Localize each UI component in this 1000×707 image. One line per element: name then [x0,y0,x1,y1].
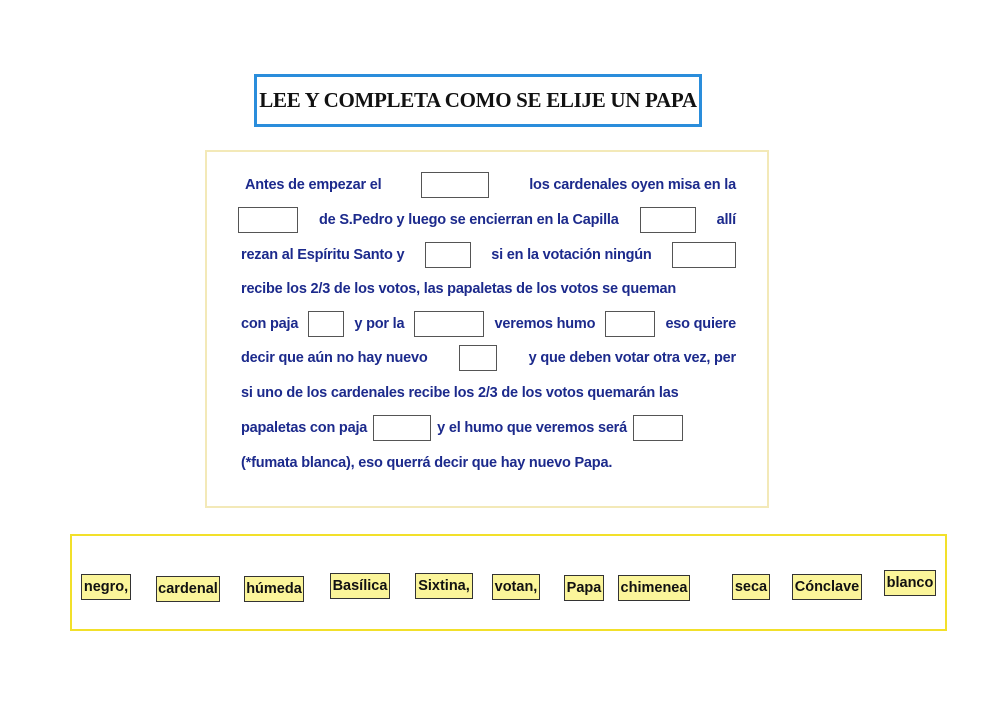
word-chip-humeda[interactable]: húmeda [244,576,304,602]
passage-line [241,274,736,304]
blank-drop-zone[interactable] [308,311,344,337]
passage-text: con paja [241,316,299,332]
passage-text: papaletas con paja [241,420,368,436]
word-chip-basilica[interactable]: Basílica [330,573,390,599]
word-chip-sixtina[interactable]: Sixtina, [415,573,473,599]
blank-drop-zone[interactable] [640,207,696,233]
word-chip-chimenea[interactable]: chimenea [618,575,690,601]
page-title: LEE Y COMPLETA COMO SE ELIJE UN PAPA [259,88,697,112]
passage-line [245,170,736,200]
blank-drop-zone[interactable] [414,311,484,337]
passage-text: eso quiere [665,316,736,332]
blank-drop-zone[interactable] [459,345,497,371]
blank-drop-zone[interactable] [605,311,655,337]
title-box [254,74,702,127]
passage-text: los cardenales oyen misa en la [529,177,736,193]
passage-line [241,240,736,270]
word-chip-seca[interactable]: seca [732,574,770,600]
passage-text: de S.Pedro y luego se encierran en la Capilla [318,212,619,228]
passage-text: y por la [354,316,405,332]
blank-drop-zone[interactable] [425,242,471,268]
word-bank [70,534,947,631]
passage-text: Antes de empezar el [245,177,382,193]
passage-text: y el humo que veremos será [437,420,627,436]
passage-card [205,150,769,508]
passage-text: (*fumata blanca), eso querrá decir que hay nuevo Papa. [241,455,613,471]
passage-line [241,343,736,373]
word-chip-conclave[interactable]: Cónclave [792,574,862,600]
passage-text: rezan al Espíritu Santo y [241,247,405,263]
passage-text: allí [716,212,736,228]
passage-line [241,448,736,478]
blank-drop-zone[interactable] [238,207,298,233]
word-chip-votan[interactable]: votan, [492,574,540,600]
passage-text: si en la votación ningún [491,247,652,263]
passage-text: veremos humo [494,316,596,332]
word-chip-papa[interactable]: Papa [564,575,604,601]
passage-text: y que deben votar otra vez, per [528,350,736,366]
passage-text: recibe los 2/3 de los votos, las papaletas de los votos se queman [241,281,677,297]
word-chip-blanco[interactable]: blanco [884,570,936,596]
passage-line [238,205,736,235]
passage-line [241,413,736,443]
passage-text: si uno de los cardenales recibe los 2/3 de los votos quemarán las [241,385,679,401]
word-chip-negro[interactable]: negro, [81,574,131,600]
word-chip-cardenal[interactable]: cardenal [156,576,220,602]
blank-drop-zone[interactable] [421,172,489,198]
passage-text: decir que aún no hay nuevo [241,350,428,366]
passage-line [241,309,736,339]
blank-drop-zone[interactable] [672,242,736,268]
blank-drop-zone[interactable] [633,415,683,441]
passage-line [241,378,736,408]
blank-drop-zone[interactable] [373,415,431,441]
